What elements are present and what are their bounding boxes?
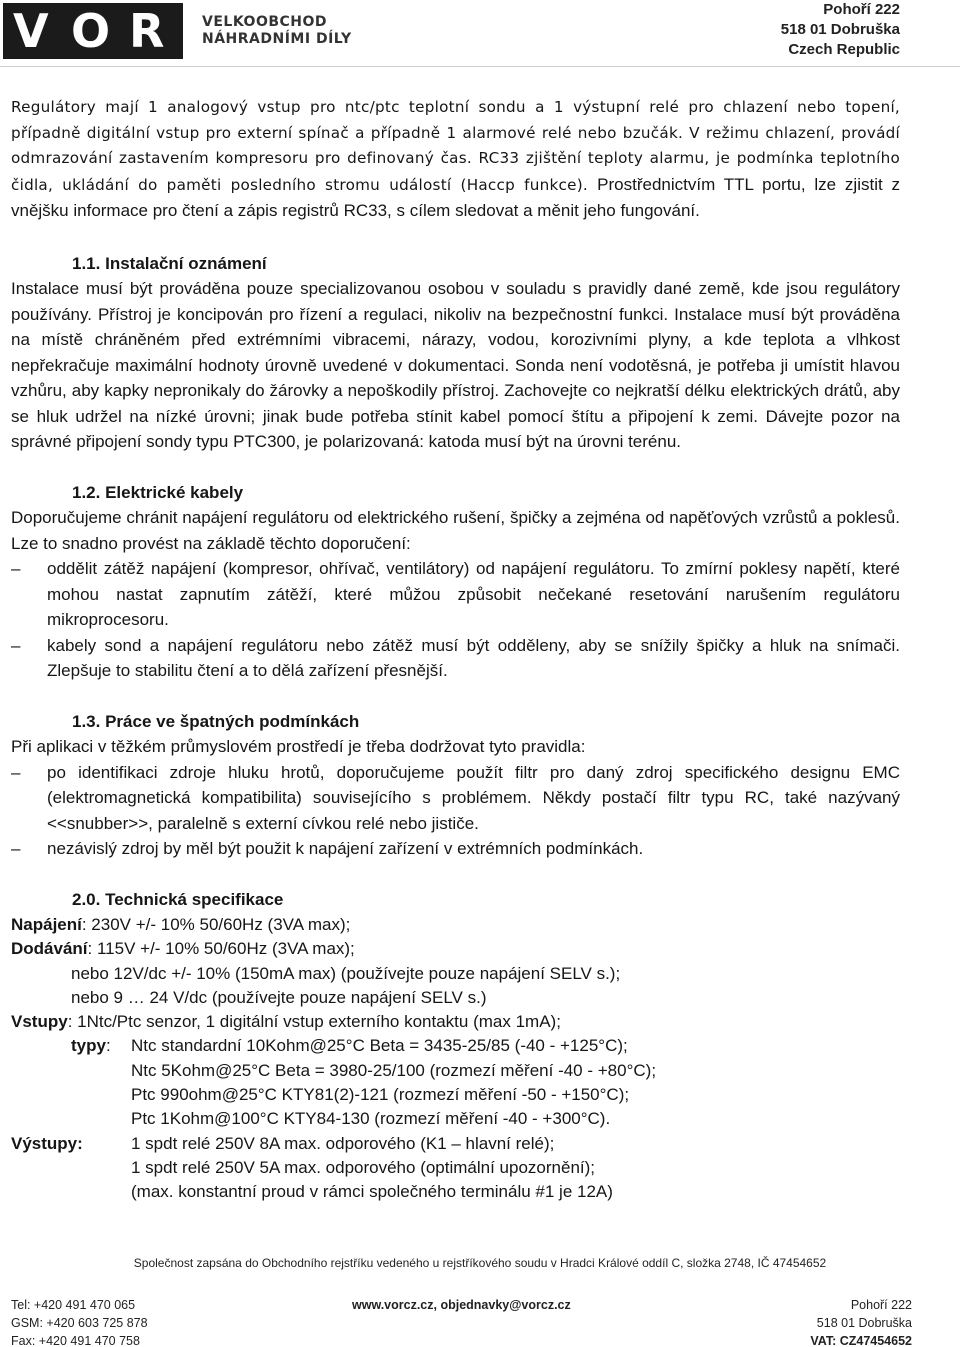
footer-street: Pohoří 222 [850,1298,912,1312]
registration-note: Společnost zapsána do Obchodního rejstříku vedeného u rejstříkového soudu v Hradci Králové oddíl C, složka 2748, IČ 47454652 [133,1256,827,1270]
spec-typy [11,1033,900,1057]
section-number: 1.3. [72,711,101,731]
spec-typy-row [11,1106,900,1130]
section-number: 1.1. [72,253,101,273]
footer-address [810,1296,912,1347]
intro-text: Regulátory mají 1 analogový vstup pro ntc/ptc teplotní sondu a 1 výstupní relé pro chlazení nebo topení, případně digitální vstup pro externí spínač a případně 1 alarmové relé nebo bzučák. V režimu chlazení, provádí odmrazování zastavením kompresoru pro definovaný čas. RC33 zjištění teploty alarmu, je podmínka teplotního čidla, ukládání do paměti posledního stromu událostí (Haccp funkce). [11,98,900,194]
section-title: Práce ve špatných podmínkách [105,711,360,731]
list-item: – nezávislý zdroj by měl být použit k napájení zařízení v extrémních podmínkách. [11,836,900,862]
document-body [11,95,900,1204]
spec-napajeni [11,912,900,936]
section-number: 2.0. [72,889,101,909]
logo-tagline [202,14,352,48]
spec-vstupy [11,1009,900,1033]
spec-value: Ptc 1Kohm@100°C KTY84-130 (rozmezí měření -40 - +300°C). [131,1109,611,1129]
spec-vystupy-row [11,1179,900,1203]
section-number: 1.2. [72,482,101,502]
spec-dodavani [11,936,900,960]
footer-fax: Fax: +420 491 470 758 [11,1334,140,1347]
spec-vystupy [11,1131,900,1155]
footer-city: 518 01 Dobruška [816,1316,912,1330]
spec-label: typy [71,1036,106,1056]
spec-label: Dodávání [11,939,88,959]
address-street: Pohoří 222 [823,1,900,18]
logo-tagline-line2: NÁHRADNÍMI DÍLY [202,31,352,47]
logo-letter-v: V [13,4,49,58]
company-logo [3,3,183,59]
spec-value: Ntc 5Kohm@25°C Beta = 3980-25/100 (rozmezí měření -40 - +80°C); [131,1060,657,1080]
spec-label: Výstupy: [11,1133,83,1153]
intro-text-2: Prostřednictvím TTL portu, lze zjistit z vnějšku informace pro čtení a zápis registrů RC33, s cílem sledovat a měnit jeho fungování. [11,174,901,220]
header-address [781,0,900,60]
conditions-paragraph: Při aplikaci v těžkém průmyslovém prostředí je třeba dodržovat tyto pravidla: [11,737,586,756]
spec-value: 1 spdt relé 250V 5A max. odporového (optimální upozornění); [131,1157,596,1177]
section-title: Technická specifikace [105,889,284,909]
spec-label: Vstupy [11,1012,68,1032]
logo-tagline-line1: VELKOOBCHOD [202,14,328,30]
spec-colon: : [105,1036,111,1056]
section-title: Elektrické kabely [105,482,244,502]
list-item: – kabely sond a napájení regulátoru nebo zátěž musí být odděleny, aby se snížily špičky a hluk na snímači. Zlepšuje to stabilitu čtení a to dělá zařízení přesnější. [11,633,900,684]
spec-value: (max. konstantní proud v rámci společného terminálu #1 je 12A) [131,1182,613,1202]
logo-letter-o: O [71,4,111,58]
intro-paragraph [11,95,900,225]
spec-label: Napájení [11,915,82,934]
spec-value: 1 spdt relé 250V 8A max. odporového (K1 – hlavní relé); [131,1133,555,1153]
footer-contacts [11,1296,148,1347]
cables-list [11,556,900,684]
header-divider [0,66,960,67]
spec-typy-row [11,1058,900,1082]
spec-value: : 230V +/- 10% 50/60Hz (3VA max); [81,915,351,934]
address-country: Czech Republic [788,41,900,58]
cables-paragraph: Doporučujeme chránit napájení regulátoru od elektrického rušení, špičky a zejména od napěťových vzrůstů a poklesů. Lze to snadno provést na základě těchto doporučení: [11,508,900,553]
address-city: 518 01 Dobruška [780,21,900,38]
conditions-list [11,760,900,862]
section-heading-1-1 [11,251,900,277]
footer-web-link[interactable]: www.vorcz.cz, objednavky@vorcz.cz [352,1298,571,1312]
spec-value: : 1Ntc/Ptc senzor, 1 digitální vstup externího kontaktu (max 1mA); [67,1012,561,1032]
list-item: – oddělit zátěž napájení (kompresor, ohřívač, ventilátory) od napájení regulátoru. To zmírní poklesy napětí, které mohou nastat zapnutím zátěží, které můžou způsobit nečekané resetování narušením regulátoru mikroprocesoru. [11,556,900,633]
footer-gsm: GSM: +420 603 725 878 [11,1316,148,1330]
spec-typy-row [11,1082,900,1106]
spec-value: : 115V +/- 10% 50/60Hz (3VA max); [87,939,355,959]
section-heading-1-3 [11,709,900,735]
spec-value: Ntc standardní 10Kohm@25°C Beta = 3435-25/85 (-40 - +125°C); [131,1036,628,1056]
section-title: Instalační oznámení [105,253,267,273]
logo-letter-r: R [129,4,165,58]
spec-dodavani-extra: nebo 12V/dc +/- 10% (150mA max) (používejte pouze napájení SELV s.); [71,963,621,983]
section-heading-2-0 [11,887,900,913]
section-heading-1-2 [11,480,900,506]
spec-vystupy-row [11,1155,900,1179]
list-item: – po identifikaci zdroje hluku hrotů, doporučujeme použít filtr pro daný zdroj specifického designu EMC (elektromagnetická kompatibilita) souvisejícího s problémem. Někdy postačí filtr typu RC, také nazývaný <<snubber>>, paralelně s externí cívkou relé nebo jističe. [11,760,900,837]
footer-vat: VAT: CZ47454652 [810,1334,912,1347]
footer-tel: Tel: +420 491 470 065 [11,1298,136,1312]
spec-value: Ptc 990ohm@25°C KTY81(2)-121 (rozmezí měření -50 - +150°C); [131,1085,630,1105]
spec-dodavani-extra: nebo 9 … 24 V/dc (používejte pouze napájení SELV s.) [71,987,487,1007]
installation-paragraph: Instalace musí být prováděna pouze specializovanou osobou v souladu s pravidly dané země, kde jsou regulátory používány. Přístroj je koncipován pro řízení a regulaci, nikoliv na bezpečnostní funkci. Instalace musí být prováděna na místě chráněném před extrémními vibracemi, nárazy, vodou, korozivními plyny, a kde teplota a vlhkost nepřekračuje maximální hodnoty úrovně uvedené v dokumentaci. Sonda není vodotěsná, je potřeba ji umístit hlavou vzhůru, aby kapky nepronikaly do žárovky a nepoškodily přístroj. Zachovejte co nejkratší délku elektrických drátů, aby se hluk udržel na nízké úrovni; jinak bude potřeba stínit kabel pomocí štítu a připojení k zemi. Dávejte pozor na správné připojení sondy typu PTC300, je polarizovaná: katoda musí být na úrovni terénu. [11,279,900,451]
